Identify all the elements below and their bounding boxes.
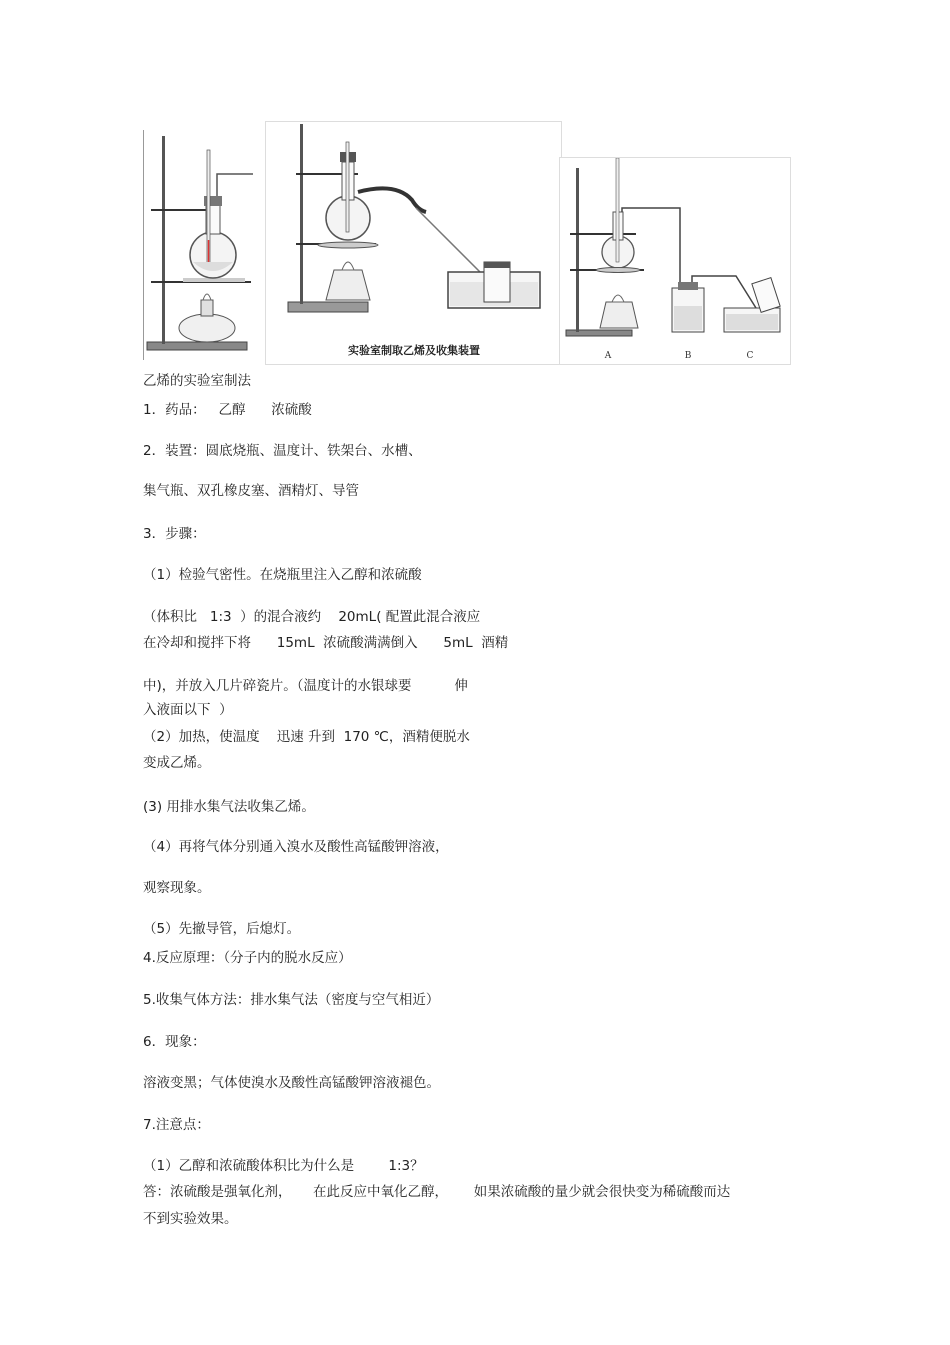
apparatus-figure-1	[143, 130, 264, 360]
text-line: 5.收集气体方法：排水集气法（密度与空气相近）	[143, 992, 440, 1008]
text-line: (3) 用排水集气法收集乙烯。	[143, 799, 315, 815]
label-a: A	[604, 351, 612, 361]
text-line: （1）乙醇和浓硫酸体积比为什么是 1:3？	[143, 1158, 424, 1174]
text-line: 中)，并放入几片碎瓷片。（温度计的水银球要 伸	[143, 678, 468, 694]
text-line: （4）再将气体分别通入溴水及酸性高锰酸钾溶液，	[143, 839, 449, 855]
text-line: 2．装置：圆底烧瓶、温度计、铁架台、水槽、	[143, 443, 422, 459]
text-line: 1．药品： 乙醇 浓硫酸	[143, 402, 312, 418]
label-c: C	[746, 351, 754, 361]
text-line: 6．现象：	[143, 1034, 206, 1050]
figure-caption: 实验室制取乙烯及收集装置	[348, 344, 480, 357]
text-line: 不到实验效果。	[143, 1211, 238, 1227]
text-line: （体积比 1:3 ）的混合液约 20mL( 配置此混合液应	[143, 609, 481, 625]
label-b: B	[684, 351, 692, 361]
section-title: 乙烯的实验室制法	[143, 373, 251, 389]
text-line: 集气瓶、双孔橡皮塞、酒精灯、导管	[143, 483, 359, 499]
text-line: 入液面以下 ）	[143, 702, 233, 718]
apparatus-figure-2	[265, 121, 562, 365]
text-line: （1）检验气密性。在烧瓶里注入乙醇和浓硫酸	[143, 567, 422, 583]
text-line: 答：浓硫酸是强氧化剂， 在此反应中氧化乙醇， 如果浓硫酸的量少就会很快变为稀硫酸而达	[143, 1184, 731, 1200]
text-line: 在冷却和搅拌下将 15mL 浓硫酸满满倒入 5mL 酒精	[143, 635, 509, 651]
text-line: 4.反应原理：（分子内的脱水反应）	[143, 950, 352, 966]
text-line: 7.注意点：	[143, 1117, 210, 1133]
text-line: 溶液变黑；气体使溴水及酸性高锰酸钾溶液褪色。	[143, 1075, 440, 1091]
text-line: （2）加热，使温度 迅速 升到 170 ℃，酒精便脱水	[143, 729, 470, 745]
text-line: 3．步骤：	[143, 526, 206, 542]
text-line: （5）先撤导管，后熄灯。	[143, 921, 301, 937]
text-line: 变成乙烯。	[143, 755, 211, 771]
apparatus-figure-3	[559, 157, 791, 365]
text-line: 观察现象。	[143, 880, 211, 896]
